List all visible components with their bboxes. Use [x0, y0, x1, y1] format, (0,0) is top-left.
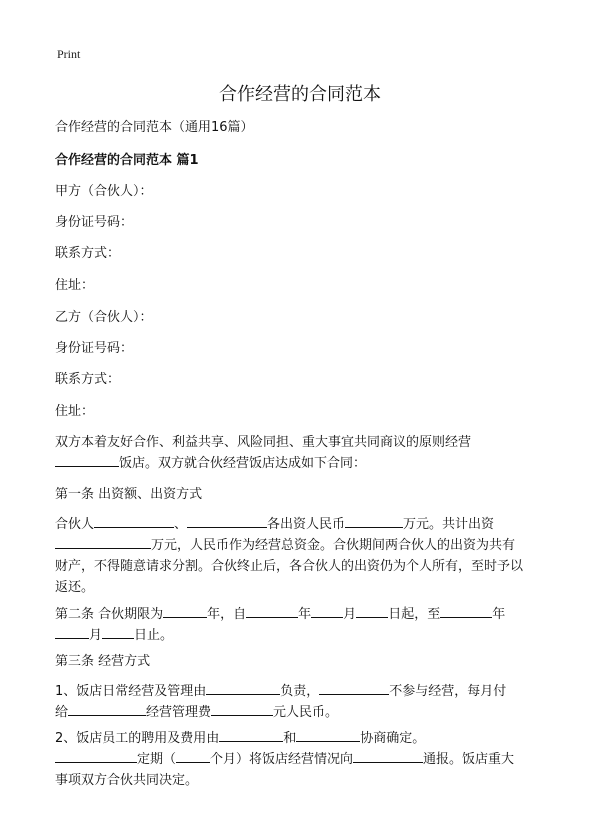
management-fee-blank [211, 702, 273, 716]
article3-text: 给 [55, 705, 69, 720]
report-recipient-blank [353, 749, 423, 763]
article3-text: 通报。饭店重大 [423, 752, 515, 767]
article3-item1-line-2 [55, 702, 555, 723]
partner-1-blank [94, 514, 174, 528]
intro-line-2-text: 饭店。双方就合伙经营饭店达成如下合同： [119, 456, 367, 471]
manager-blank [206, 681, 280, 695]
article3-text: 元人民币。 [273, 705, 339, 720]
article2-text: 第二条 合伙期限为 [55, 607, 164, 622]
article2-text: 月 [89, 628, 103, 643]
party-a-address-label: 住址： [55, 278, 95, 293]
article1-text: 合伙人 [55, 517, 95, 532]
article3-text: 2、饭店员工的聘用及费用由 [55, 731, 220, 746]
article3-item1-line-1 [55, 681, 555, 702]
document-title: 合作经营的合同范本 [219, 84, 381, 105]
start-month-blank [311, 604, 343, 618]
end-month-blank [55, 625, 89, 639]
intro-line-2 [55, 453, 555, 474]
article2-text: 日止。 [134, 628, 174, 643]
non-managing-partner-blank [319, 681, 389, 695]
term-years-blank [163, 604, 207, 618]
total-contribution-blank [55, 535, 151, 549]
article3-item2-line-1 [55, 728, 555, 749]
article2-line-2 [55, 625, 555, 646]
print-link[interactable]: Print [57, 47, 81, 61]
article1-text: 万元，人民币作为经营总资金。合伙期间两合伙人的出资为共有 [151, 538, 516, 553]
hiring-party-2-blank [296, 728, 360, 742]
party-a-label: 甲方（合伙人）： [55, 184, 153, 199]
article3-text: 1、饭店日常经营及管理由 [55, 684, 207, 699]
article2-text: 年，自 [207, 607, 247, 622]
reporting-party-blank [55, 749, 137, 763]
article2-text: 月 [343, 607, 357, 622]
article3-item2-line-2 [55, 749, 555, 770]
article1-heading: 第一条 出资额、出资方式 [55, 487, 203, 502]
fee-recipient-blank [68, 702, 146, 716]
start-day-blank [356, 604, 388, 618]
report-interval-blank [176, 749, 210, 763]
hiring-party-1-blank [219, 728, 283, 742]
intro-line-1: 双方本着友好合作、利益共享、风险同担、重大事宜共同商议的原则经营 [55, 435, 472, 450]
start-year-blank [246, 604, 298, 618]
article1-line-2 [55, 535, 555, 556]
contribution-each-blank [345, 514, 403, 528]
article1-line-3: 财产，不得随意请求分割。合伙终止后，各合伙人的出资仍为个人所有，至时予以 [55, 559, 524, 574]
article2-text: 日起，至 [388, 607, 441, 622]
article2-text: 年 [492, 607, 506, 622]
partner-2-blank [187, 514, 267, 528]
article3-text: 负责， [280, 684, 320, 699]
party-b-label: 乙方（合伙人）： [55, 310, 153, 325]
article3-text: 协商确定。 [360, 731, 426, 746]
party-b-address-label: 住址： [55, 404, 95, 419]
party-b-contact-label: 联系方式： [55, 372, 121, 387]
section-heading: 合作经营的合同范本 篇1 [55, 153, 199, 168]
article2-line-1 [55, 604, 555, 625]
article3-text: 经营管理费 [146, 705, 212, 720]
article3-text: 不参与经营，每月付 [389, 684, 507, 699]
article3-text: 定期（ [137, 752, 177, 767]
article1-line-4: 返还。 [55, 580, 95, 595]
party-a-contact-label: 联系方式： [55, 246, 121, 261]
party-a-id-label: 身份证号码： [55, 215, 134, 230]
article1-text: 各出资人民币 [267, 517, 346, 532]
article3-text: 个月）将饭店经营情况向 [210, 752, 354, 767]
article2-text: 年 [298, 607, 312, 622]
article1-text: 、 [174, 517, 188, 532]
article3-item2-line-3: 事项双方合伙共同决定。 [55, 773, 199, 788]
article3-text: 和 [283, 731, 297, 746]
restaurant-name-blank [55, 453, 119, 467]
document-subtitle: 合作经营的合同范本（通用16篇） [55, 120, 254, 135]
article1-line-1 [55, 514, 555, 535]
party-b-id-label: 身份证号码： [55, 341, 134, 356]
end-year-blank [440, 604, 492, 618]
end-day-blank [102, 625, 134, 639]
article1-text: 万元。共计出资 [403, 517, 495, 532]
article3-heading: 第三条 经营方式 [55, 654, 151, 669]
